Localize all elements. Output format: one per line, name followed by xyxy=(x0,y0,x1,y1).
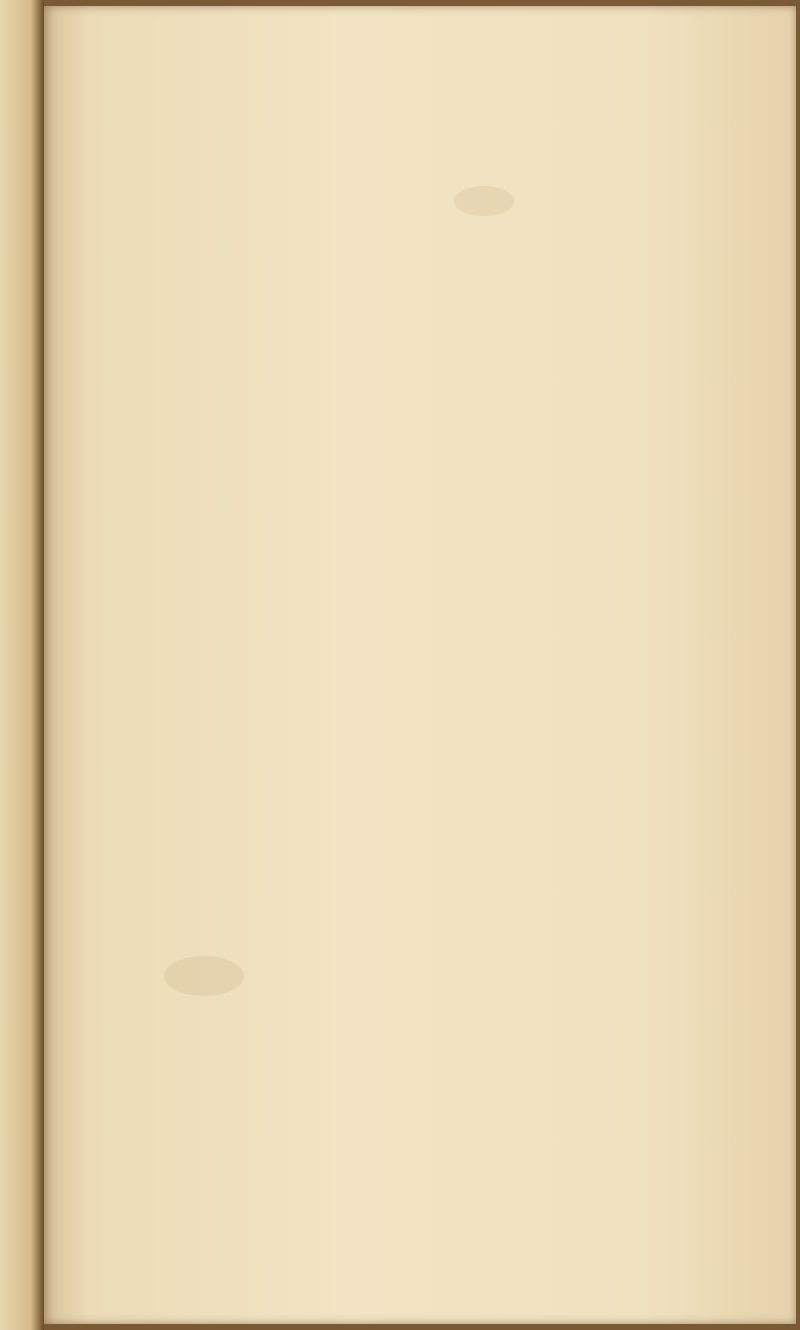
chapter-heading xyxy=(94,234,120,264)
previous-page-edge xyxy=(0,0,44,1330)
book-page xyxy=(44,6,796,1324)
paper-stain xyxy=(164,956,244,996)
paper-stain xyxy=(454,186,514,216)
